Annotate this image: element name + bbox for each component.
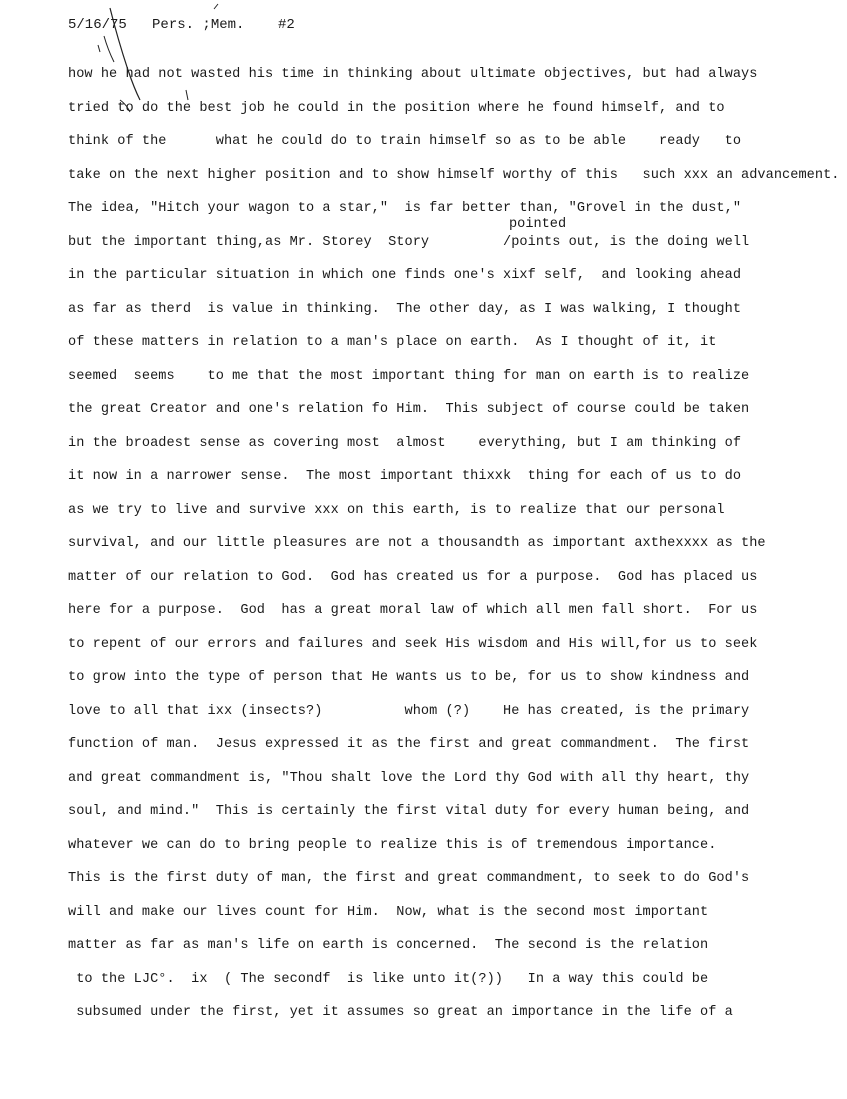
text-line: it now in a narrower sense. The most important thixxk thing for each of us to do (68, 469, 742, 484)
text-line: survival, and our little pleasures are not a thousandth as important axthexxxx as the (68, 536, 766, 551)
text-line: matter as far as man's life on earth is concerned. The second is the relation (68, 938, 709, 953)
text-line: whatever we can do to bring people to realize this is of tremendous importance. (68, 838, 717, 853)
text-line: take on the next higher position and to show himself worthy of this such xxx an advancement. (68, 168, 840, 183)
text-line: of these matters in relation to a man's place on earth. As I thought of it, it (68, 335, 717, 350)
text-line: will and make our lives count for Him. Now, what is the second most important (68, 905, 709, 920)
text-line: in the particular situation in which one finds one's xixf self, and looking ahead (68, 268, 742, 283)
text-line: as far as therd is value in thinking. The other day, as I was walking, I thought (68, 302, 742, 317)
text-line: and great commandment is, "Thou shalt love the Lord thy God with all thy heart, thy (68, 771, 750, 786)
text-line: love to all that ixx (insects?) whom (?) He has created, is the primary (68, 704, 750, 719)
inserted-word: pointed (509, 217, 567, 232)
text-line: in the broadest sense as covering most almost everything, but I am thinking of (68, 436, 742, 451)
text-line: the great Creator and one's relation fo Him. This subject of course could be taken (68, 402, 750, 417)
text-line: how he had not wasted his time in thinking about ultimate objectives, but had always (68, 67, 758, 82)
text-line: seemed seems to me that the most important thing for man on earth is to realize (68, 369, 750, 384)
text-line: here for a purpose. God has a great moral law of which all men fall short. For us (68, 603, 758, 618)
text-line: function of man. Jesus expressed it as the first and great commandment. The first (68, 737, 750, 752)
text-line: to repent of our errors and failures and seek His wisdom and His will,for us to seek (68, 637, 758, 652)
text-line: soul, and mind." This is certainly the first vital duty for every human being, and (68, 804, 750, 819)
text-line: The idea, "Hitch your wagon to a star," is far better than, "Grovel in the dust," (68, 201, 742, 216)
text-line: think of the what he could do to train himself so as to be able ready to (68, 134, 742, 149)
text-line: subsumed under the first, yet it assumes so great an importance in the life of a (68, 1005, 733, 1020)
text-line: matter of our relation to God. God has created us for a purpose. God has placed us (68, 570, 758, 585)
text-line: as we try to live and survive xxx on this earth, is to realize that our personal (68, 503, 725, 518)
text-line: but the important thing,as Mr. Storey Story /points out, is the doing well (68, 235, 750, 250)
text-line: to the LJC°. ix ( The secondf is like unto it(?)) In a way this could be (68, 972, 709, 987)
text-line: to grow into the type of person that He wants us to be, for us to show kindness and (68, 670, 750, 685)
memo-header: 5/16/75 Pers. ;Mem. #2 (68, 17, 295, 33)
text-line: This is the first duty of man, the first and great commandment, to seek to do God's (68, 871, 750, 886)
text-line: tried to do the best job he could in the position where he found himself, and to (68, 101, 725, 116)
